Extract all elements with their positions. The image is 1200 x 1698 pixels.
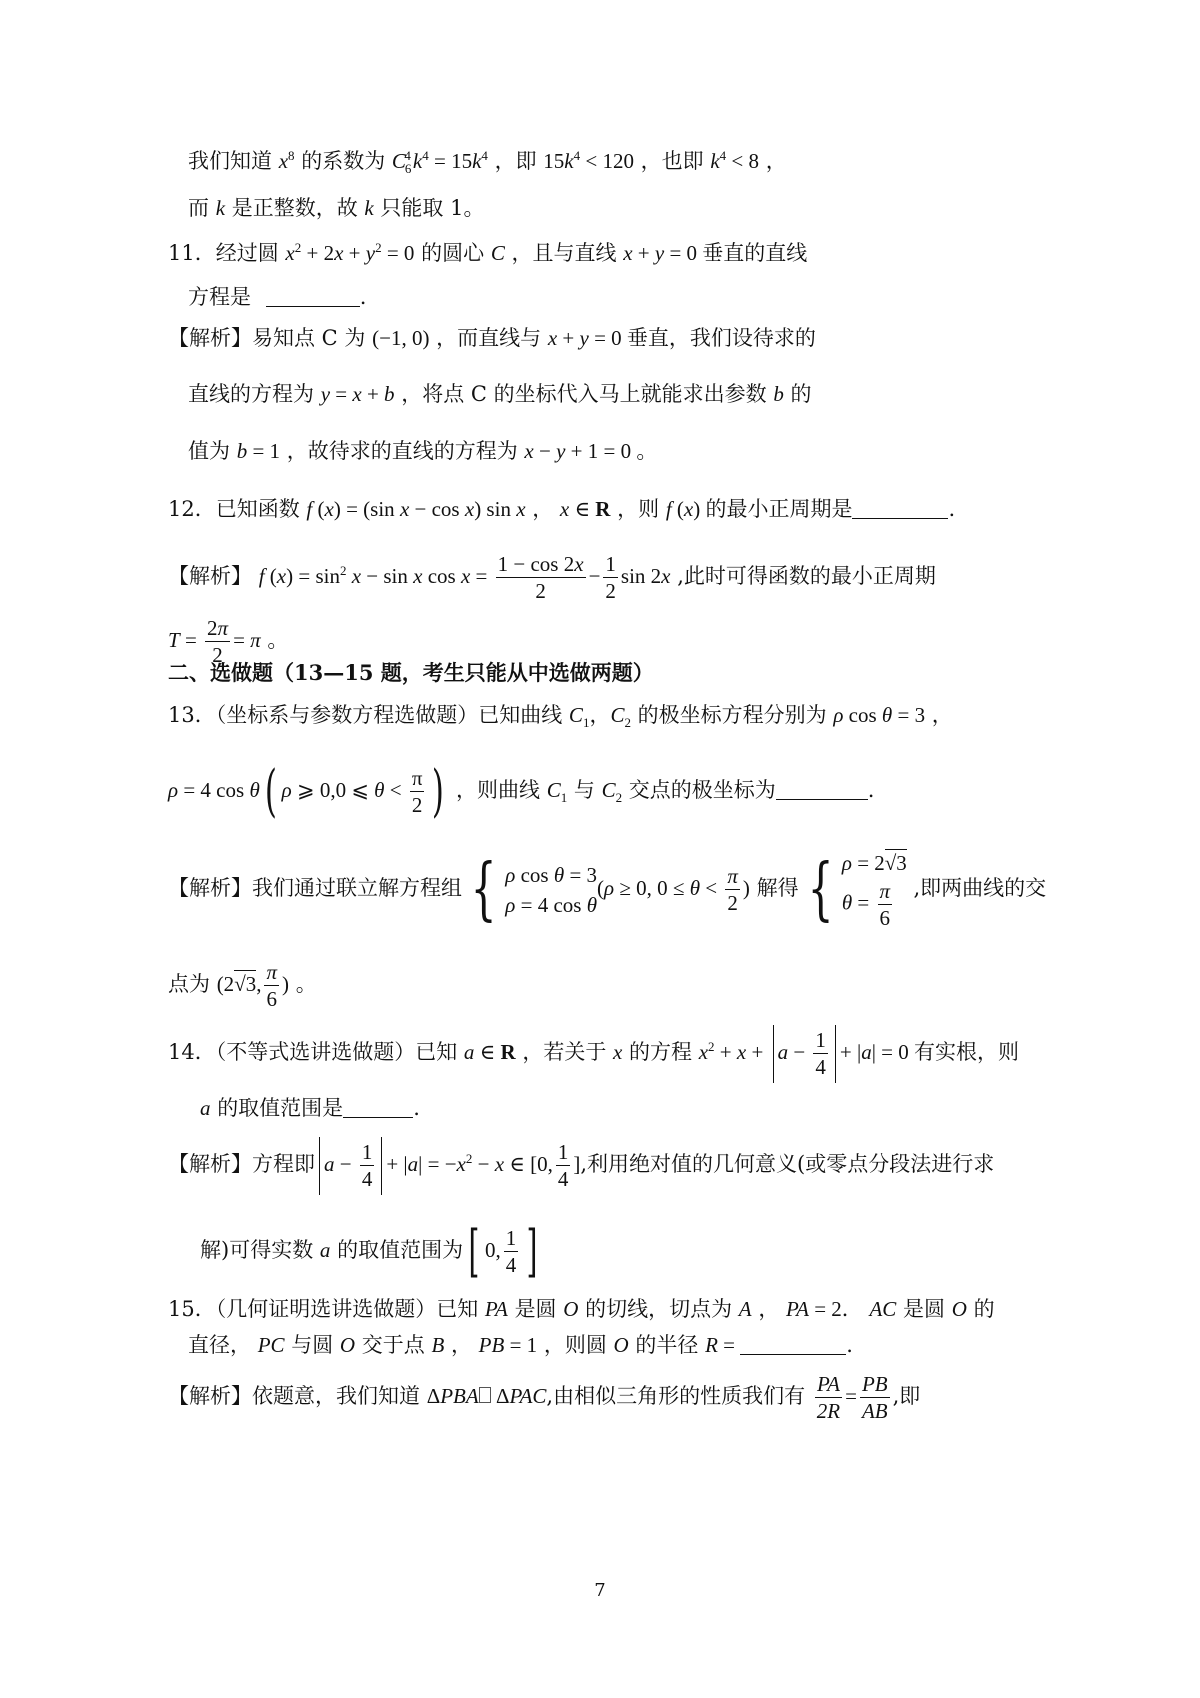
fraction: $\frac{PB}{AB}$ — [861, 1372, 888, 1423]
text: 的取值范围为 — [337, 1238, 464, 1262]
text: ，若关于 — [522, 1040, 607, 1064]
question-14: 14．（不等式选讲选做题）已知 a ∈ R ，若关于 x 的方程 $x^2 + x + a$ − $\frac{1}{4}$ + |a| = 0 有实根，则 — [168, 1022, 1019, 1083]
text-line: ρ = 4 cos θ( ρ ⩾ 0,0 ⩽ θ < $\frac{\pi}{2}$ ) ，则曲线 $C_1$ 与 $C_2$ 交点的极坐标为 . — [168, 758, 875, 824]
text: 的方程 — [629, 1040, 693, 1064]
text: 的切线，切点为 — [585, 1297, 733, 1321]
text: 直径， — [188, 1333, 251, 1357]
question-11: 11．经过圆 $x^2 + 2x + y^2 = 0$ 的圆心 C ，且与直线 x + y = 0 垂直的直线 — [168, 240, 808, 265]
text: 是正整数，故 — [231, 196, 358, 220]
text: 的最小正周期是 — [705, 497, 853, 521]
text: ,此时可得函数的最小正周期 — [677, 564, 936, 588]
text: ， — [765, 149, 787, 173]
text: 12．已知函数 — [168, 497, 300, 521]
fraction: $\frac{2\pi}{2}$ — [207, 616, 229, 667]
text: 的极坐标方程分别为 — [637, 703, 827, 727]
text-line — [188, 282, 366, 312]
fraction: $\frac{\pi}{2}$ — [411, 766, 423, 817]
question-15: 15．（几何证明选讲选做题）已知 PA 是圆 O 的切线，切点为 A ， PA = 2． AC 是圆 O 的 — [168, 1297, 995, 1321]
text: 只能取 1。 — [380, 196, 485, 220]
text: ， — [532, 497, 554, 521]
text: 的 — [790, 382, 812, 406]
text: 。 — [267, 628, 289, 652]
answer-blank[interactable] — [852, 498, 948, 519]
fraction: $\frac{\pi}{2}$ — [727, 864, 738, 915]
text: 与圆 — [291, 1333, 334, 1357]
text: . — [359, 285, 367, 309]
text: 。 — [636, 439, 658, 463]
text: 的 — [973, 1297, 995, 1321]
text: 14．（不等式选讲选做题）已知 — [168, 1040, 458, 1064]
text: 15．（几何证明选讲选做题）已知 — [168, 1297, 479, 1321]
text: ，将点 C 的坐标代入马上就能求出参数 — [401, 382, 767, 406]
text: ， — [450, 1333, 472, 1357]
text: 解)可得实数 — [200, 1238, 314, 1262]
text: 垂直，我们设待求的 — [626, 326, 816, 350]
text: . — [948, 497, 956, 521]
text: . — [867, 778, 875, 802]
text: ． — [841, 1297, 863, 1321]
text: 【解析】易知点 C 为 — [168, 326, 366, 350]
text: ，即 — [494, 149, 537, 173]
text: ，则曲线 — [456, 778, 540, 802]
fraction: $\frac{\pi}{6}$ — [266, 960, 277, 1011]
text: 方程是 — [188, 285, 251, 309]
text: ,即 — [892, 1384, 921, 1408]
text: 【解析】方程即 — [168, 1152, 315, 1176]
text: 的半径 — [635, 1333, 699, 1357]
answer-blank[interactable] — [740, 1334, 846, 1355]
fraction: $\frac{1}{4}$ — [557, 1140, 569, 1191]
text-line: a 的取值范围是 . — [200, 1096, 420, 1120]
text-line: 解)可得实数 a 的取值范围为[ 0, $\frac{1}{4}$ ] — [200, 1218, 538, 1284]
text: . — [413, 1096, 420, 1120]
question-13: 13．（坐标系与参数方程选做题）已知曲线 $C_1$，$C_2$ 的极坐标方程分别为 ρ cos θ = 3 ， — [168, 703, 953, 731]
text: 而 — [188, 196, 209, 220]
text: ,利用绝对值的几何意义(或零点分段法进行求 — [580, 1152, 995, 1176]
equation-system: ρ cos θ = 3 ρ = 4 cos θ — [505, 862, 598, 917]
solution-13: 【解析】我们通过联立解方程组 { ρ cos θ = 3 ρ = 4 cos θ (ρ ≥ 0, 0 ≤ θ < $\frac{\pi}{2}$ ) 解得 { ρ = 2√3 θ = $\frac{\pi}{6}$ ,即两曲线的交 — [168, 849, 1047, 930]
text: 【解析】 — [168, 564, 252, 588]
answer-blank[interactable] — [266, 286, 360, 307]
text-line: T = $\frac{2\pi}{2}$ = π 。 — [168, 616, 289, 667]
text: 交于点 — [361, 1333, 425, 1357]
text-line: 而 k 是正整数，故 k 只能取 1。 — [188, 196, 485, 220]
text-line: 点为 (2√3, $\frac{\pi}{6}$ ) 。 — [168, 960, 317, 1011]
text: 点为 — [168, 972, 210, 996]
fraction: $\frac{1}{4}$ — [361, 1140, 373, 1191]
text-line: 直线的方程为 y = x + b ，将点 C 的坐标代入马上就能求出参数 b 的 — [188, 382, 812, 406]
text: 我们知道 — [188, 149, 272, 173]
text: 【解析】依题意，我们知道 — [168, 1384, 420, 1408]
text: 交点的极坐标为 — [628, 778, 776, 802]
solution-11: 【解析】易知点 C 为 (−1, 0) ，而直线与 x + y = 0 垂直，我们设待求的 — [168, 326, 816, 350]
text-line: 直径， PC 与圆 O 交于点 B ， PB = 1 ，则圆 O 的半径 R = . — [188, 1333, 853, 1357]
text: ，也即 — [640, 149, 704, 173]
fraction: $\frac{1}{4}$ — [815, 1028, 826, 1079]
fraction: $\frac{PA}{2R}$ — [816, 1372, 841, 1423]
solution-15: 【解析】依题意，我们知道 ΔPBA ΔPAC,由相似三角形的性质我们有 $\frac{PA}{2R}$ = $\frac{PB}{AB}$ ,即 — [168, 1372, 921, 1423]
text-line: 值为 b = 1 ，故待求的直线的方程为 x − y + 1 = 0 。 — [188, 439, 658, 463]
text: 的取值范围是 — [217, 1096, 344, 1120]
text: 解得 — [756, 876, 799, 900]
solution-12: 【解析】 f $(x) = \sin^2 x - \sin x$ cos x = $\frac{1 - \cos 2x}{2}$ − $\frac{1}{2}$ sin 2x ,此时可得函数的最小正周期 — [168, 552, 936, 603]
text: 直线的方程为 — [188, 382, 314, 406]
text: ,即两曲线的交 — [913, 876, 1047, 900]
text: 是圆 — [514, 1297, 557, 1321]
text: ，且与直线 — [511, 241, 617, 265]
answer-blank[interactable] — [776, 779, 868, 800]
question-12: 12．已知函数 f (x) = (sin x − cos x) sin x ， x ∈ R ，则 f (x) 的最小正周期是 . — [168, 497, 956, 521]
text: 有实根，则 — [914, 1040, 1020, 1064]
text: ，则 — [617, 497, 660, 521]
text: 与 — [573, 778, 595, 802]
text: 的系数为 — [301, 149, 386, 173]
text: ，故待求的直线的方程为 — [286, 439, 518, 463]
text-line: 我们知道 $x^8$ 的系数为 $C_6^4k^4 = 15k^4$ ，即 $15k^4 < 120$ ，也即 $k^4 < 8$ ， — [188, 148, 787, 177]
page-number: 7 — [594, 1580, 606, 1601]
text: 是圆 — [903, 1297, 946, 1321]
text: ， — [758, 1297, 780, 1321]
text: . — [846, 1333, 853, 1357]
text: 。 — [295, 972, 317, 996]
text: 13．（坐标系与参数方程选做题）已知曲线 — [168, 703, 563, 727]
text: ， — [931, 703, 953, 727]
solution-14: 【解析】方程即 a − $\frac{1}{4}$ + $|a| = -x^2 - x$ ∈ [0, $\frac{1}{4}$ ],利用绝对值的几何意义(或零点分段法进行求 — [168, 1134, 994, 1195]
text: ,由相似三角形的性质我们有 — [546, 1384, 806, 1408]
text: 11．经过圆 — [168, 241, 279, 265]
fraction: $\frac{1}{2}$ — [605, 552, 616, 603]
fraction: $\frac{1 - \cos 2x}{2}$ — [497, 552, 584, 603]
text: 垂直的直线 — [702, 241, 808, 265]
equation-system: ρ = 2√3 θ = $\frac{\pi}{6}$ — [841, 851, 907, 930]
section-heading: 二、选做题（13—15 题，考生只能从中选做两题） — [168, 660, 654, 685]
text: 的圆心 — [421, 241, 485, 265]
fraction: $\frac{1}{4}$ — [505, 1226, 517, 1277]
text: 值为 — [188, 439, 230, 463]
text: 【解析】我们通过联立解方程组 — [168, 876, 462, 900]
text: ，而直线与 — [436, 326, 542, 350]
answer-blank[interactable] — [343, 1097, 413, 1118]
text: ，则圆 — [543, 1333, 607, 1357]
